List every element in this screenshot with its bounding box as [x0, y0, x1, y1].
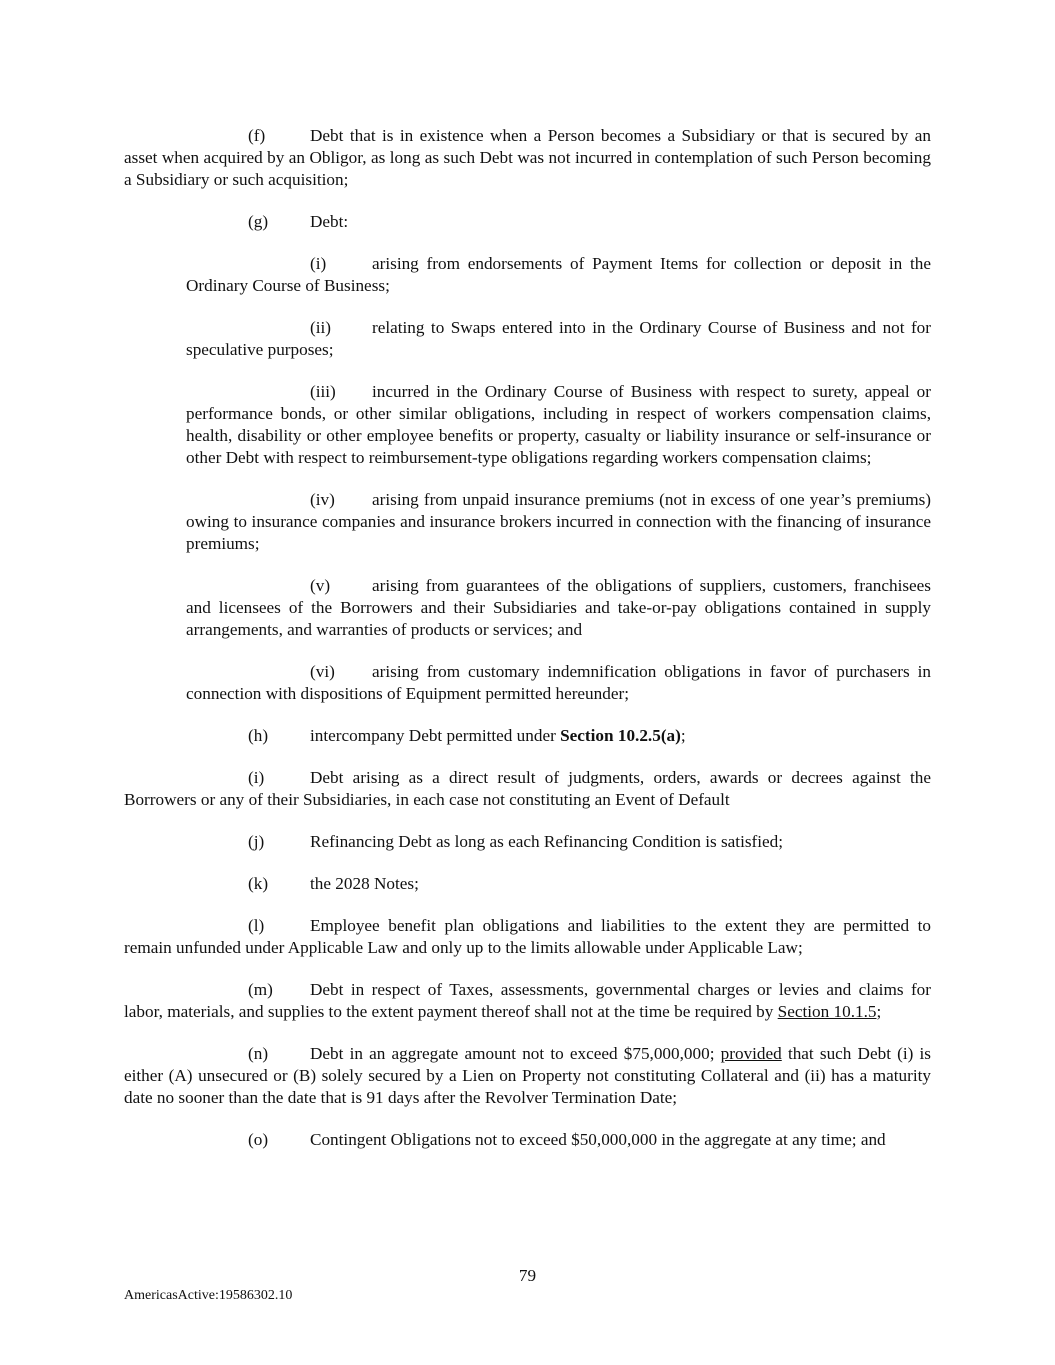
- paragraph-label: (g): [248, 212, 269, 231]
- paragraph-text-end: that such Debt (i) is either (A) unsecured or (B) solely secured by a Lien on Property not constituting Collateral and (ii) has a maturity date no sooner than the date that is 91 days after the Revolver Termination Date;: [124, 1044, 931, 1107]
- paragraph-k: [124, 873, 931, 895]
- subparagraph-label: (vi): [310, 662, 335, 681]
- subparagraph-g-vi: [186, 661, 931, 705]
- document-body: [124, 125, 931, 1171]
- subparagraph-text: arising from guarantees of the obligations of suppliers, customers, franchisees and licensees of the Borrowers and their Subsidiaries and take-or-pay obligations contained in supply arrangements, and warranties of products or services; and: [186, 576, 931, 639]
- paragraph-text-end: ;: [876, 1002, 882, 1021]
- paragraph-text: Debt in an aggregate amount not to exceed $75,000,000;: [310, 1044, 721, 1063]
- paragraph-n: [124, 1043, 931, 1109]
- subparagraph-label: (v): [310, 576, 331, 595]
- paragraph-l: [124, 915, 931, 959]
- paragraph-i: [124, 767, 931, 811]
- subparagraph-label: (iii): [310, 382, 336, 401]
- paragraph-j: [124, 831, 931, 853]
- paragraph-text-end: ;: [680, 726, 686, 745]
- paragraph-label: (f): [248, 126, 266, 145]
- paragraph-text: Contingent Obligations not to exceed $50,000,000 in the aggregate at any time; and: [310, 1130, 886, 1149]
- paragraph-g: [124, 211, 931, 233]
- paragraph-label: (i): [248, 768, 265, 787]
- paragraph-text: the 2028 Notes;: [310, 874, 419, 893]
- section-reference: Section 10.2.5(a): [560, 726, 681, 745]
- provided-term: provided: [720, 1044, 782, 1063]
- paragraph-o: [124, 1129, 931, 1151]
- section-reference: Section 10.1.5: [777, 1002, 877, 1021]
- document-id: AmericasActive:19586302.10: [124, 1288, 293, 1303]
- page-number: 79: [518, 1266, 537, 1285]
- subparagraph-text: arising from unpaid insurance premiums (not in excess of one year’s premiums) owing to insurance companies and insurance brokers incurred in connection with the financing of insurance premiums;: [186, 490, 931, 553]
- paragraph-text: Debt arising as a direct result of judgments, orders, awards or decrees against the Borrowers or any of their Subsidiaries, in each case not constituting an Event of Default: [124, 768, 931, 809]
- paragraph-text: Refinancing Debt as long as each Refinancing Condition is satisfied;: [310, 832, 784, 851]
- subparagraph-g-ii: [186, 317, 931, 361]
- paragraph-text: intercompany Debt permitted under: [310, 726, 561, 745]
- paragraph-f: [124, 125, 931, 191]
- subparagraph-g-iii: [186, 381, 931, 469]
- paragraph-text: Debt:: [310, 212, 349, 231]
- paragraph-text: Employee benefit plan obligations and liabilities to the extent they are permitted to remain unfunded under Applicable Law and only up to the limits allowable under Applicable Law;: [124, 916, 931, 957]
- subparagraph-label: (iv): [310, 490, 335, 509]
- paragraph-label: (n): [248, 1044, 269, 1063]
- paragraph-m: [124, 979, 931, 1023]
- subparagraph-label: (i): [310, 254, 327, 273]
- paragraph-h: [124, 725, 931, 747]
- paragraph-label: (o): [248, 1130, 269, 1149]
- subparagraph-text: relating to Swaps entered into in the Ordinary Course of Business and not for speculative purposes;: [186, 318, 931, 359]
- subparagraph-text: arising from customary indemnification obligations in favor of purchasers in connection with dispositions of Equipment permitted hereunder;: [186, 662, 931, 703]
- subparagraph-text: incurred in the Ordinary Course of Business with respect to surety, appeal or performance bonds, or other similar obligations, including in respect of workers compensation claims, health, disability or other employee benefits or property, casualty or liability insurance or self-insurance or other Debt with respect to reimbursement-type obligations regarding workers compensation claims;: [186, 382, 931, 467]
- paragraph-text: Debt in respect of Taxes, assessments, governmental charges or levies and claims for labor, materials, and supplies to the extent payment thereof shall not at the time be required by: [124, 980, 931, 1021]
- paragraph-label: (l): [248, 916, 265, 935]
- subparagraph-g-v: [186, 575, 931, 641]
- subparagraph-g-i: [186, 253, 931, 297]
- paragraph-label: (j): [248, 832, 265, 851]
- subparagraph-label: (ii): [310, 318, 331, 337]
- subparagraph-text: arising from endorsements of Payment Items for collection or deposit in the Ordinary Course of Business;: [186, 254, 931, 295]
- paragraph-label: (h): [248, 726, 269, 745]
- paragraph-text: Debt that is in existence when a Person becomes a Subsidiary or that is secured by an asset when acquired by an Obligor, as long as such Debt was not incurred in contemplation of such Person becoming a Subsidiary or such acquisition;: [124, 126, 931, 189]
- paragraph-label: (k): [248, 874, 269, 893]
- subparagraph-g-iv: [186, 489, 931, 555]
- paragraph-label: (m): [248, 980, 273, 999]
